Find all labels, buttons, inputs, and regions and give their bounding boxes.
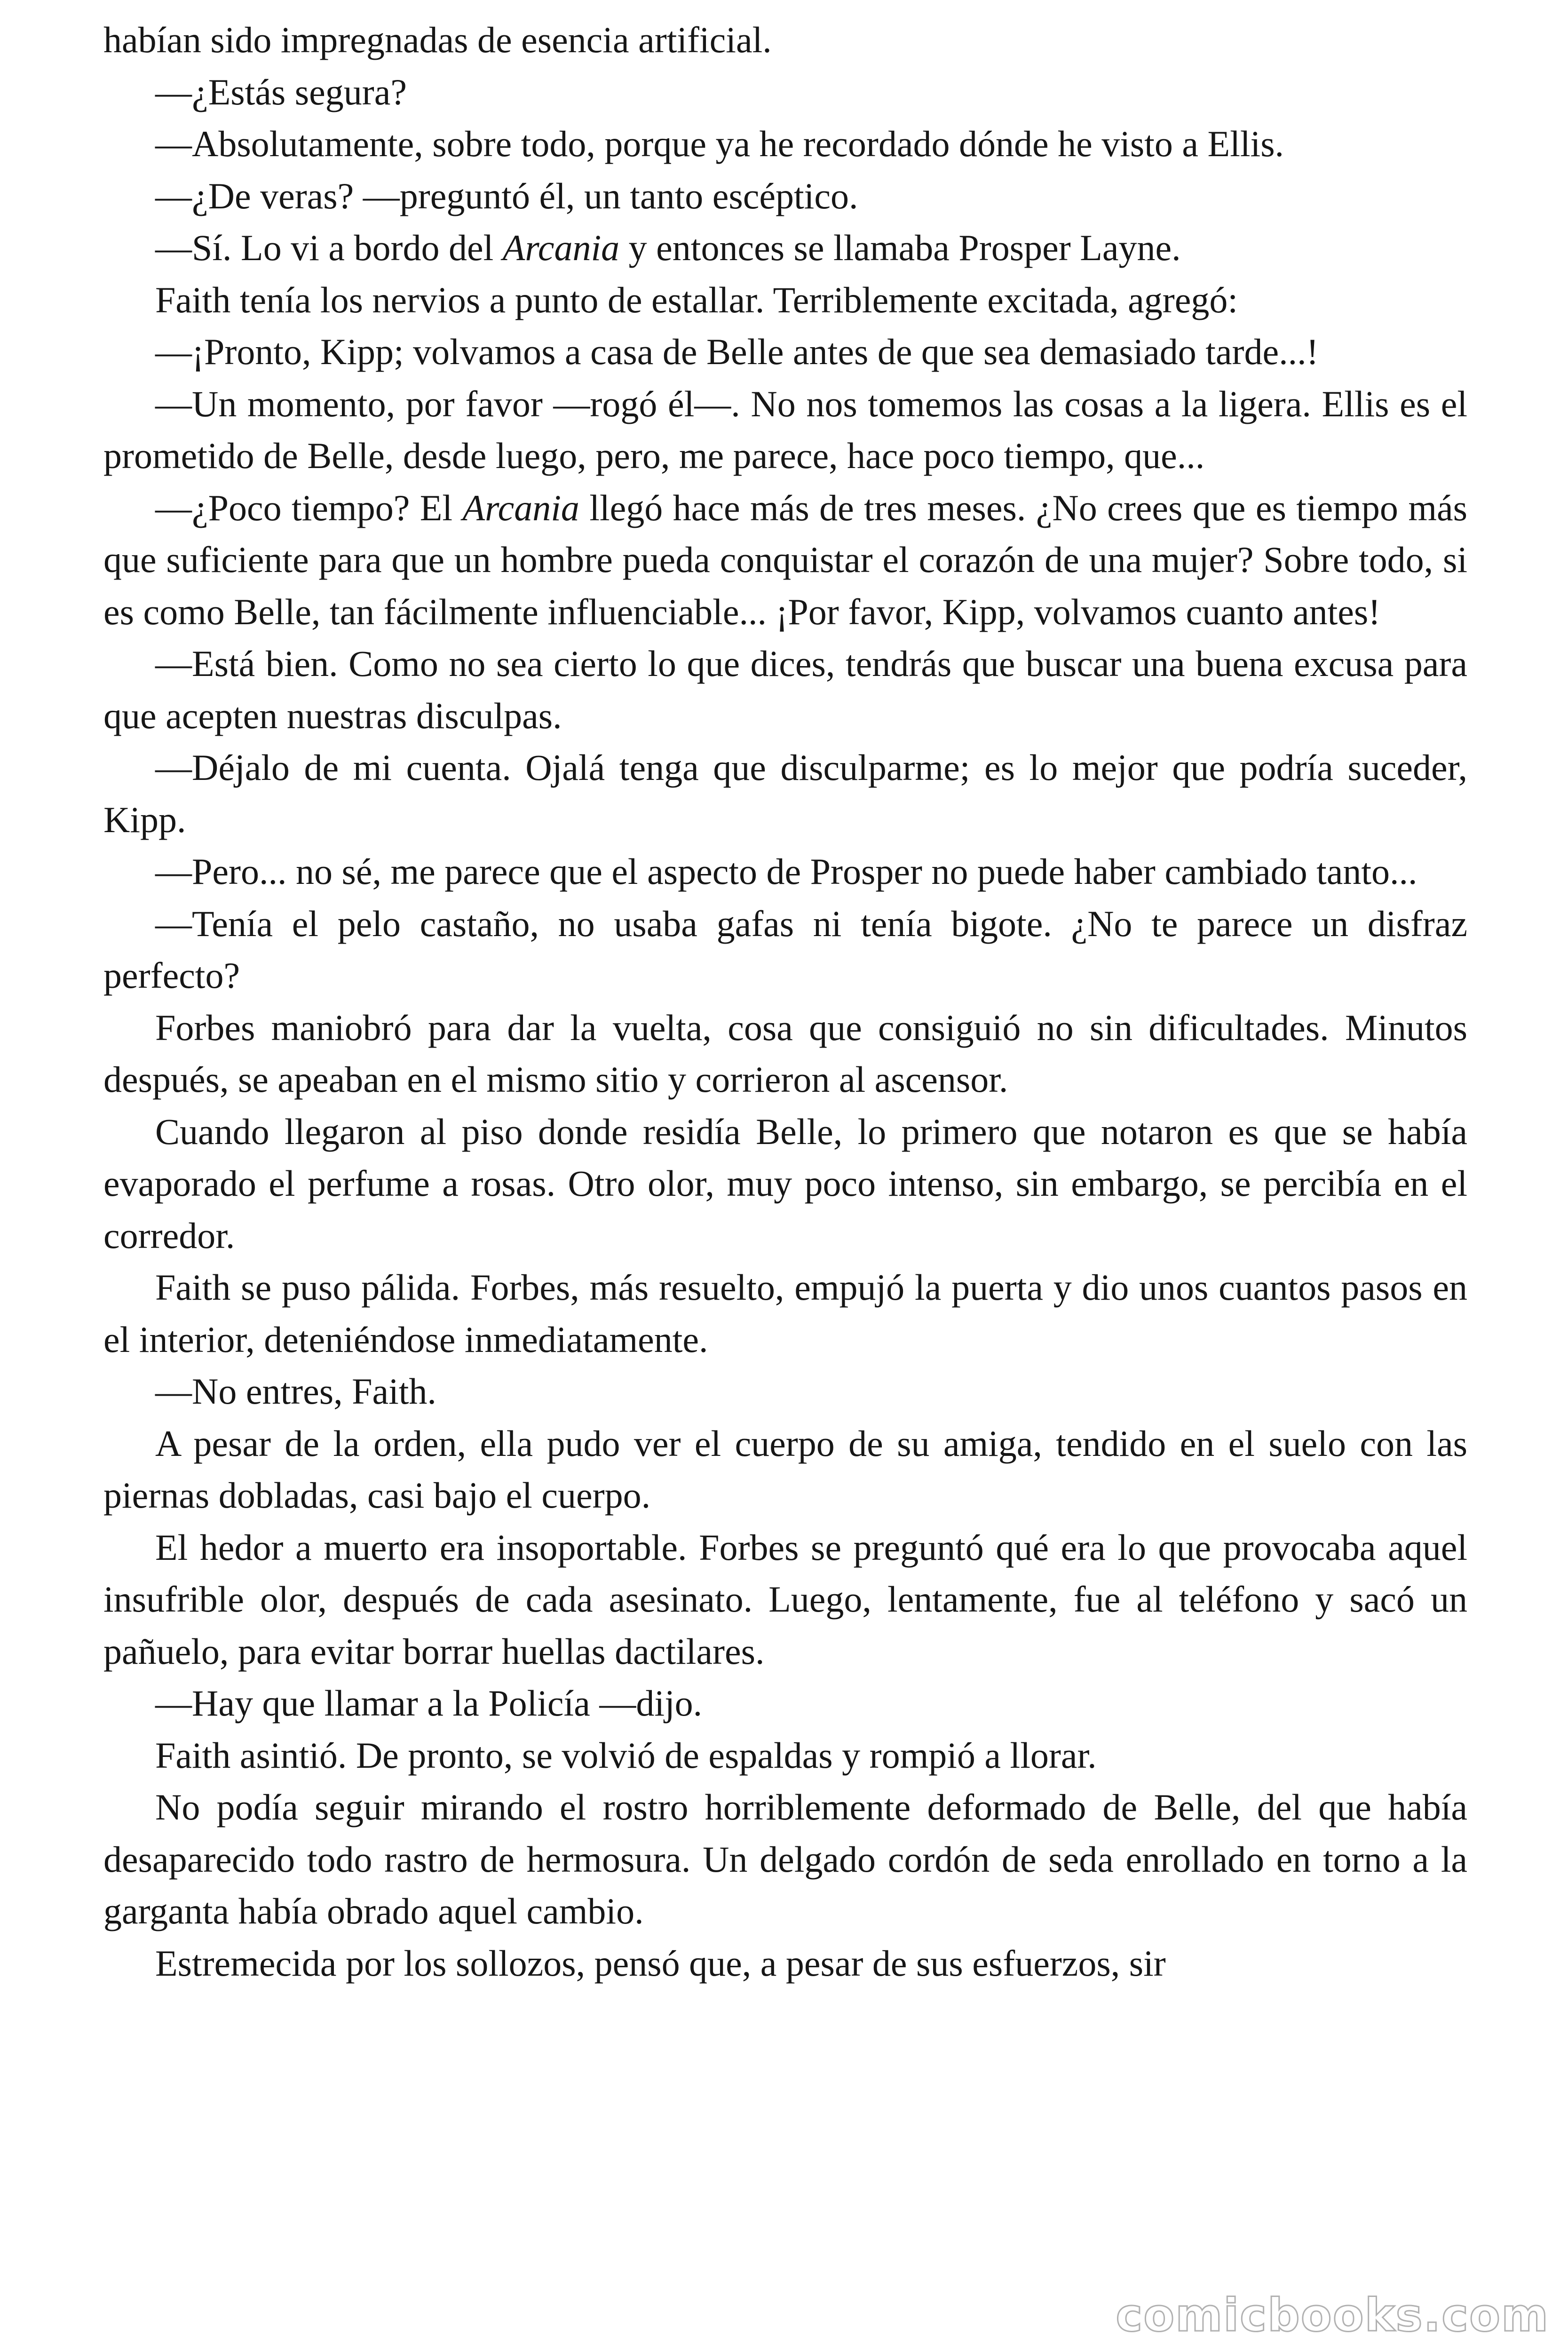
text-segment: —Absolutamente, sobre todo, porque ya he recordado dónde he visto a Ellis.: [155, 123, 1284, 164]
text-segment: Faith se puso pálida. Forbes, más resuelto, empujó la puerta y dio unos cuantos pasos en el interior, deteniéndose inmediatamente.: [103, 1267, 1467, 1360]
text-segment: —Hay que llamar a la Policía —dijo.: [155, 1683, 703, 1724]
text-segment: —Un momento, por favor —rogó él—. No nos tomemos las cosas a la ligera. Ellis es el prometido de Belle, desde luego, pero, me parece, hace poco tiempo, que...: [103, 383, 1467, 476]
paragraph: [103, 1002, 1467, 1106]
text-segment: llegó hace más de tres meses. ¿No crees que es tiempo más que suficiente para que un hombre pueda conquistar el corazón de una mujer? Sobre todo, si es como Belle, tan fácilmente influenciable... ¡Por favor, Kipp, volvamos cuanto antes!: [103, 487, 1467, 632]
text-segment: —Tenía el pelo castaño, no usaba gafas ni tenía bigote. ¿No te parece un disfraz perfecto?: [103, 903, 1467, 996]
paragraph: [103, 274, 1467, 326]
text-segment: —Está bien. Como no sea cierto lo que dices, tendrás que buscar una buena excusa para que acepten nuestras disculpas.: [103, 643, 1467, 736]
paragraph: [103, 1730, 1467, 1782]
text-segment: —No entres, Faith.: [155, 1371, 436, 1412]
text-segment: y entonces se llamaba Prosper Layne.: [619, 227, 1181, 268]
text-segment: Estremecida por los sollozos, pensó que, a pesar de sus esfuerzos, sir: [155, 1942, 1166, 1984]
text-segment: habían sido impregnadas de esencia artificial.: [103, 19, 772, 60]
paragraph: [103, 1938, 1467, 1990]
text-segment: Faith asintió. De pronto, se volvió de espaldas y rompió a llorar.: [155, 1734, 1097, 1776]
text-segment: —¿Poco tiempo? El: [155, 487, 463, 528]
paragraph: [103, 66, 1467, 119]
paragraph: [103, 1106, 1467, 1262]
text-segment: —Sí. Lo vi a bordo del: [155, 227, 503, 268]
text-segment: Forbes maniobró para dar la vuelta, cosa que consiguió no sin dificultades. Minutos después, se apeaban en el mismo sitio y corrieron al ascensor.: [103, 1007, 1467, 1100]
text-segment: —¿De veras? —preguntó él, un tanto escéptico.: [155, 175, 858, 216]
paragraph: [103, 378, 1467, 482]
paragraph: [103, 1418, 1467, 1522]
paragraph: [103, 1522, 1467, 1678]
paragraph: [103, 118, 1467, 170]
text-segment: A pesar de la orden, ella pudo ver el cuerpo de su amiga, tendido en el suelo con las piernas dobladas, casi bajo el cuerpo.: [103, 1422, 1467, 1516]
text-segment: El hedor a muerto era insoportable. Forbes se preguntó qué era lo que provocaba aquel insufrible olor, después de cada asesinato. Luego, lentamente, fue al teléfono y sacó un pañuelo, para evitar borrar huellas dactilares.: [103, 1526, 1467, 1672]
paragraph: [103, 846, 1467, 898]
paragraph: [103, 170, 1467, 222]
text-segment: —¿Estás segura?: [155, 71, 407, 112]
italic-text: Arcania: [462, 487, 579, 528]
paragraph: [103, 638, 1467, 742]
paragraph: [103, 1677, 1467, 1730]
italic-text: Arcania: [502, 227, 620, 268]
paragraph: [103, 1366, 1467, 1418]
page-text: [103, 14, 1467, 1989]
paragraph: [103, 1781, 1467, 1938]
paragraph: [103, 1262, 1467, 1366]
paragraph: [103, 742, 1467, 846]
paragraph: [103, 898, 1467, 1002]
text-segment: Cuando llegaron al piso donde residía Belle, lo primero que notaron es que se había evaporado el perfume a rosas. Otro olor, muy poco intenso, sin embargo, se percibía en el corredor.: [103, 1111, 1467, 1256]
text-segment: Faith tenía los nervios a punto de estallar. Terriblemente excitada, agregó:: [155, 279, 1238, 320]
paragraph: [103, 222, 1467, 274]
watermark-logo: comicbooks.com: [1116, 2289, 1549, 2342]
paragraph: [103, 482, 1467, 638]
text-segment: —¡Pronto, Kipp; volvamos a casa de Belle antes de que sea demasiado tarde...!: [155, 331, 1319, 372]
text-segment: —Pero... no sé, me parece que el aspecto de Prosper no puede haber cambiado tanto...: [155, 851, 1418, 892]
text-segment: No podía seguir mirando el rostro horriblemente deformado de Belle, del que había desaparecido todo rastro de hermosura. Un delgado cordón de seda enrollado en torno a la garganta había obrado aquel cambio.: [103, 1787, 1467, 1931]
text-segment: —Déjalo de mi cuenta. Ojalá tenga que disculparme; es lo mejor que podría suceder, Kipp.: [103, 747, 1467, 840]
paragraph: [103, 14, 1467, 66]
paragraph: [103, 326, 1467, 378]
